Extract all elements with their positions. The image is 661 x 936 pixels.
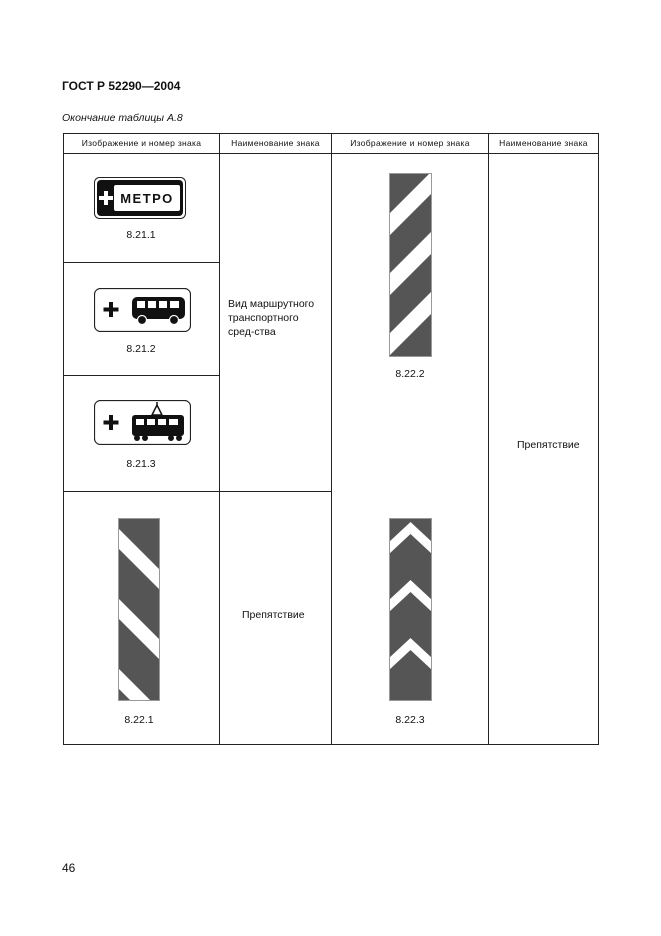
header-image-number-1: Изображение и номер знака bbox=[81, 138, 202, 148]
sign-number-8-21-1: 8.21.1 bbox=[126, 229, 156, 241]
page-number: 46 bbox=[62, 861, 76, 875]
table-caption: Окончание таблицы А.8 bbox=[62, 112, 183, 124]
sign-8-22-1 bbox=[118, 518, 160, 701]
column-divider-3 bbox=[488, 133, 489, 745]
row-divider-2 bbox=[63, 375, 219, 376]
sign-8-21-1 bbox=[94, 177, 186, 219]
row-divider-3 bbox=[63, 491, 331, 492]
route-transport-text: Вид маршрутного транспортного сред-ства bbox=[228, 298, 315, 338]
sign-8-22-2 bbox=[389, 173, 432, 357]
row-divider-1 bbox=[63, 262, 219, 263]
header-sign-name-1: Наименование знака bbox=[231, 138, 320, 148]
column-divider-1 bbox=[219, 133, 220, 745]
sign-8-21-2 bbox=[94, 288, 191, 332]
column-divider-2 bbox=[331, 133, 332, 745]
sign-name-route-transport bbox=[228, 297, 326, 339]
metro-label: МЕТРО bbox=[120, 191, 174, 206]
sign-number-8-22-1: 8.22.1 bbox=[124, 714, 154, 726]
sign-number-8-22-3: 8.22.3 bbox=[395, 714, 425, 726]
header-sign-name-2: Наименование знака bbox=[499, 138, 588, 148]
header-image-number-2: Изображение и номер знака bbox=[350, 138, 470, 148]
table-right-border bbox=[598, 133, 599, 745]
sign-number-8-22-2: 8.22.2 bbox=[395, 368, 425, 380]
document-header: ГОСТ Р 52290—2004 bbox=[62, 79, 181, 93]
sign-number-8-21-3: 8.21.3 bbox=[126, 458, 156, 470]
sign-number-8-21-2: 8.21.2 bbox=[126, 343, 156, 355]
sign-name-obstacle-left: Препятствие bbox=[242, 609, 305, 621]
sign-8-22-3 bbox=[389, 518, 432, 701]
sign-8-21-3 bbox=[94, 400, 191, 445]
sign-name-obstacle-right: Препятствие bbox=[517, 439, 580, 451]
table-left-border bbox=[63, 133, 64, 745]
